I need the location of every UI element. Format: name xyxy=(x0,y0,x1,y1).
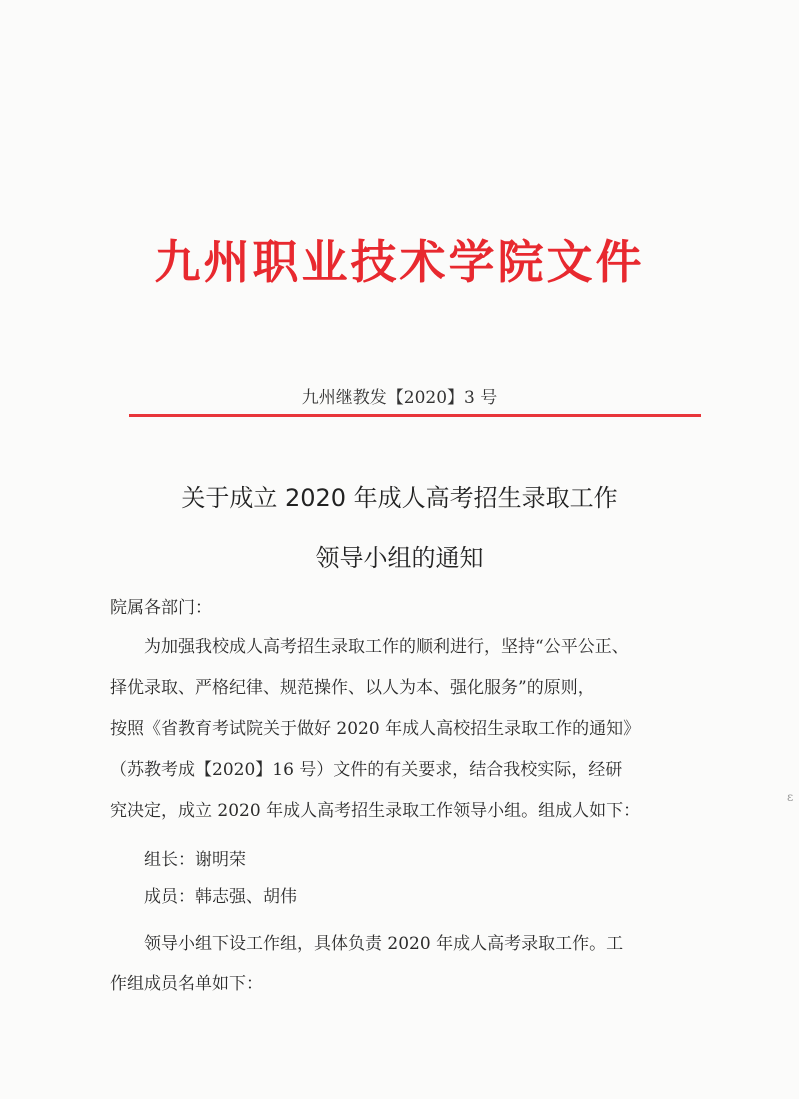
paragraph-line-2: 择优录取、严格纪律、规范操作、以人为本、强化服务”的原则， xyxy=(110,678,595,698)
workgroup-line-2: 作组成员名单如下： xyxy=(110,974,263,994)
issuer-title: 九州职业技术学院文件 xyxy=(154,235,645,289)
paragraph-line-4: （苏教考成【2020】16 号）文件的有关要求，结合我校实际，经研 xyxy=(110,760,623,780)
document-number: 九州继教发【2020】3 号 xyxy=(301,388,498,408)
paragraph-line-3: 按照《省教育考试院关于做好 2020 年成人高校招生录取工作的通知》 xyxy=(110,719,641,739)
notice-title-line-2: 领导小组的通知 xyxy=(315,544,484,572)
members-line: 成员：韩志强、胡伟 xyxy=(144,887,297,907)
workgroup-line-1: 领导小组下设工作组，具体负责 2020 年成人高考录取工作。工 xyxy=(144,934,624,954)
leader-line: 组长：谢明荣 xyxy=(144,850,246,870)
margin-mark: ε xyxy=(787,790,794,804)
notice-title-line-1: 关于成立 2020 年成人高考招生录取工作 xyxy=(181,484,618,512)
salutation: 院属各部门： xyxy=(110,598,212,618)
paragraph-line-5: 究决定，成立 2020 年成人高考招生录取工作领导小组。组成人如下： xyxy=(110,801,641,821)
red-divider-line xyxy=(129,414,701,417)
paragraph-line-1: 为加强我校成人高考招生录取工作的顺利进行，坚持“公平公正、 xyxy=(144,637,629,657)
